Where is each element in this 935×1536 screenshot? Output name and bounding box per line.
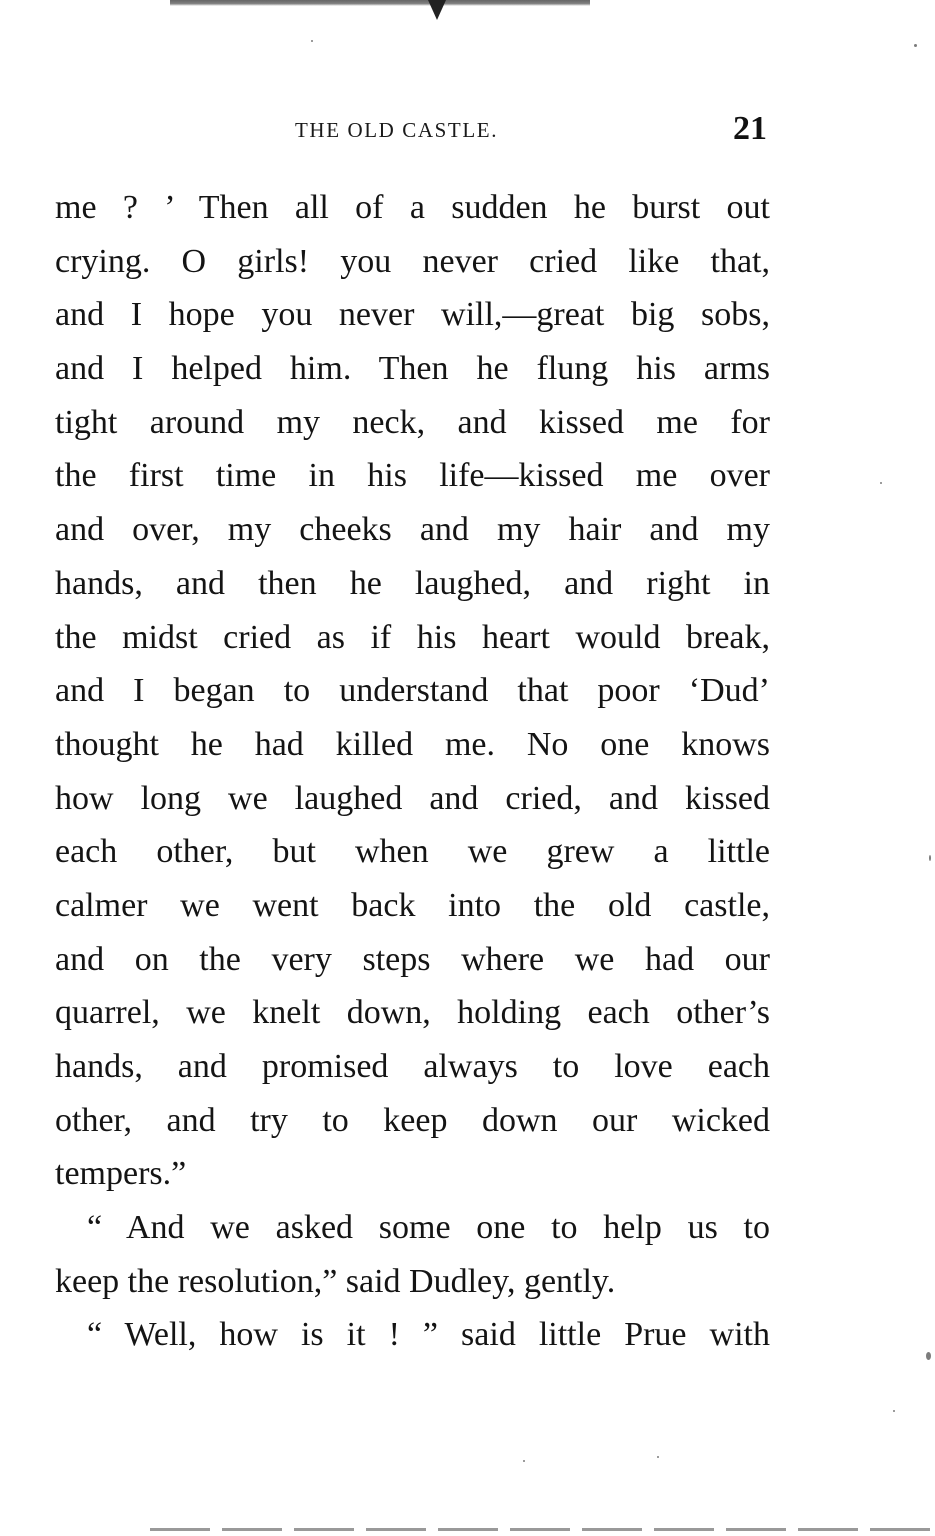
- text-line: tight around my neck, and kissed me for: [55, 403, 770, 441]
- text-line: “ Well, how is it ! ” said little Prue with: [87, 1316, 770, 1354]
- page-edge-mark: [150, 1528, 930, 1531]
- text-line: quarrel, we knelt down, holding each other’s: [55, 994, 770, 1032]
- text-line: me ? ’ Then all of a sudden he burst out: [55, 189, 770, 226]
- text-line: the midst cried as if his heart would break,: [55, 618, 770, 656]
- text-line: keep the resolution,” said Dudley, gently.: [55, 1262, 616, 1300]
- print-speck: [914, 44, 917, 47]
- text-line: crying. O girls! you never cried like that,: [55, 242, 770, 280]
- print-speck: [893, 1410, 895, 1412]
- print-speck: [311, 40, 313, 42]
- print-speck: [657, 1456, 659, 1458]
- text-line: tempers.”: [55, 1155, 187, 1193]
- text-line: and over, my cheeks and my hair and my: [55, 511, 770, 549]
- print-speck: [926, 1352, 931, 1360]
- binding-notch: [428, 0, 446, 20]
- print-speck: [523, 1460, 525, 1462]
- text-line: other, and try to keep down our wicked: [55, 1101, 770, 1139]
- print-speck: [880, 482, 882, 484]
- text-line: how long we laughed and cried, and kissed: [55, 779, 770, 817]
- running-head: THE OLD CASTLE.: [295, 118, 499, 142]
- body-text: [55, 181, 770, 1362]
- text-line: and I hope you never will,—great big sobs,: [55, 296, 770, 334]
- binding-mark: [170, 0, 590, 6]
- page-number: 21: [733, 110, 767, 147]
- text-line: “ And we asked some one to help us to: [87, 1209, 770, 1247]
- text-line: and I helped him. Then he flung his arms: [55, 350, 770, 388]
- print-speck: [929, 855, 931, 861]
- text-line: and on the very steps where we had our: [55, 940, 770, 978]
- text-line: calmer we went back into the old castle,: [55, 886, 770, 924]
- text-line: thought he had killed me. No one knows: [55, 725, 770, 763]
- text-line: hands, and promised always to love each: [55, 1048, 770, 1085]
- text-line: each other, but when we grew a little: [55, 833, 770, 871]
- text-line: the first time in his life—kissed me over: [55, 457, 770, 495]
- text-line: and I began to understand that poor ‘Dud’: [55, 672, 770, 710]
- text-line: hands, and then he laughed, and right in: [55, 564, 770, 602]
